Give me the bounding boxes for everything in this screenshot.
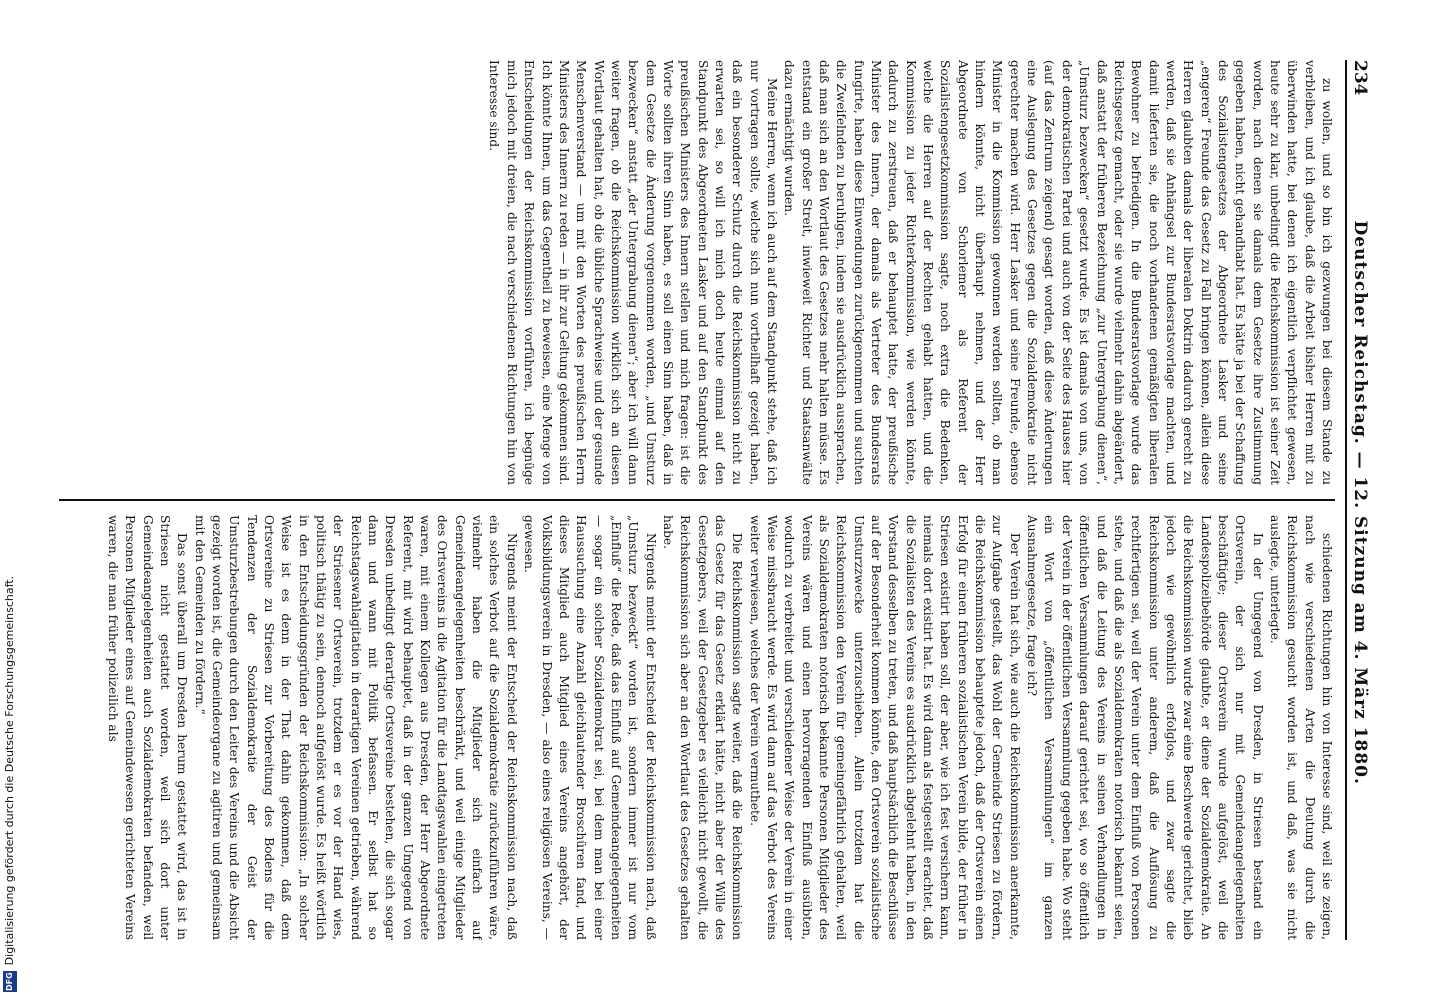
digitization-credit (2, 575, 18, 992)
paragraph: Nirgends meint der Entscheid der Reichskommission nach, daß ein solches Verbot auf die Sozialdemokratie zurückzuführen wäre, vielmehr haben die Mitglieder sich einfach auf Gemeindeangelegenheiten beschränkt, und weil einige Mitglieder des Ortsvereins in die Agitation für die Landtagswahlen eingetreten waren, mit einem Kollegen aus Dresden, der Herr Abgeordnete Referent, mit wird behauptet, daß in der ganzen Umgegend von Dresden unbedingt derartige Ortsvereine bestehen, die sich sogar dann und wann mit Politik befassen. Er selbst hat so Reichstagswahlagitation in derartigen Vereinen getrieben, während der Striesener Ortsverein, trotzdem er es vor der Hand wies, politisch thätig zu sein, dennoch aufgelöst wurde. Es heißt wörtlich in den Entscheidungsgründen der Reichskommission: „In solcher Weise ist es denn in der That dahin gekommen, daß dem Ortsvereine zu Striesen zur Vorbereitung des Bodens für die Tendenzen der Sozialdemokratie der Geist der Umsturzbestrebungen durch den Leiter des Vereins und die Absicht gezeigt worden ist, die Gemeindeorgane zu agitiren und gemeinsam mit den Gemeinden zu fördern.“ (192, 515, 519, 940)
running-head (1345, 60, 1373, 940)
paragraph: schiedenen Richtungen hin von Interesse sind, weil sie zeigen, nach wie verschiedenen Arten die Deutung durch die Reichskommission gesucht worden ist, und daß, was sie nicht auslegte, unterlegte. (1267, 515, 1334, 940)
column-divider (59, 499, 1335, 501)
paragraph: Die Reichskommission sagte weiter, daß die Reichskommission das Gesetz für das Gesetz erklärt hätte, nicht aber der Wille des Gesetzgebers, weil der Gesetzgeber es vielleicht nicht gewollt, die Reichskommission sich aber an den Wortlaut des Gesetzes gehalten habe. (660, 515, 745, 940)
paragraph: Meine Herren, wenn ich auch auf dem Standpunkt stehe, daß ich nur vortragen sollte, welche sich nun vortheilhaft gezeigt haben, daß ein besonderer Schutz durch die Reichskommission nicht zu erwarten sei, so will ich mich doch heute einmal auf den Standpunkt des Abgeordneten Lasker und auf den Standpunkt des preußischen Ministers des Innern stellen und mich fragen: ist die Worte sollten ihren Sinn haben, es soll einen Sinn haben, daß in dem Gesetze die Änderung vorgenommen worden, „und Umsturz bezwecken“ anstatt „der Untergrabung dienen“; aber ich will dann weiter fragen, ob die Reichskommission wirklich sich an diesen Wortlaut gehalten hat, ob die übliche Sprachweise und der gesunde Menschenverstand — um mit den Worten des preußischen Herrn Ministers des Innern zu reden — in ihr zur Geltung gekommen sind. Ich könnte Ihnen, um das Gegentheil zu beweisen, eine Menge von Entscheidungen der Reichskommission vorführen, ich begnüge mich jedoch mit dreien, die nach verschiedenen Richtungen hin von Interesse sind. (487, 60, 779, 485)
page-number: 234 (1350, 60, 1370, 96)
running-head-title: Deutscher Reichstag. — 12. Sitzung am 4. März 1880. (1350, 220, 1370, 785)
paragraph: zu wollen, und so bin ich gezwungen bei diesem Stande zu verbleiben, und ich glaube, daß die Arbeit bisher Herren mit zu überwinden hatte, bei denen ich eigentlich verpflichtet gewesen, heute sehr zu klar, unbedingt die Reichskommission ist seiner Zeit worden, nach denen sie damals dem Gesetze ihre Zustimmung gegeben haben, nicht gehandhabt hat. Es hätte ja bei der Schaffung des Sozialistengesetzes der Abgeordnete Lasker und seine „engeren“ Freunde das Gesetz zu Fall bringen können, allein diese Herren glaubten damals der liberalen Doktrin dadurch gerecht zu werden, daß sie Anhängsel zur Bundesratsvorlage machten, und damit lieferten sie, die noch vorhandenen gemäßigten liberalen Bewohner zu befriedigen. In die Bundesratsvorlage wurde das Reichsgesetz gemacht, oder sie wurde vielmehr dahin abgeändert, daß anstatt der früheren Bezeichnung „zur Untergrabung dienen“, „Umsturz bezwecken“ gesetzt wurde. Es ist damals von uns, von der demokratischen Partei und auch von der Seite des Hauses hier (auf das Zentrum zeigend) gesagt worden, daß diese Änderungen eine Auslegung des Gesetzes gegen die Sozialdemokratie nicht gerechter machen wird. Herr Lasker und seine Freunde, ebenso Minister in die Kommission gewonnen werden sollten, ob man hindern könnte, nicht überhaupt nehmen, und der Herr Abgeordnete von Schorlemer als Referent der Sozialistengesetzkommission sagte, noch extra die Bedenken, welche die Herren auf der Rechten gehabt hatten, und die Kommission zu jeder Richterkommission, wie werden könnte, dadurch zu zerstreuen, daß er behauptet hatte, der preußische Minister des Innern, der damals als Vertreter des Bundesrats fungirte, haben diese Einwendungen zurückgenommen und suchten die Zweifelnden zu beruhigen, indem sie ausdrücklich aussprachen, daß man sich an den Wortlaut des Gesetzes mehr halten müsse. Es entstand ein großer Streit, inwieweit Richter und Staatsanwälte dazu ermächtigt wurden. (782, 60, 1334, 485)
paragraph: Der Verein hat sich, wie auch die Reichskommission anerkannte, zur Aufgabe gestellt, das Wohl der Gemeinde Striesen zu fördern, die Reichskommission behauptete jedoch, daß der Ortsverein einen Erfolg für einen früheren sozialistischen Verein bilde, der früher in Striesen existirt haben soll, der aber, wie ich fest versichern kann, niemals dort existirt hat. Es wird dann als festgestellt erachtet, daß die Sozialisten des Vereins es ausdrücklich abgelehnt haben, in den Vorstand desselben zu treten, und daß hauptsächlich die Beschlüsse auf der Besonderheit kommen könnte, den Ortsverein sozialistische Umsturzzwecke unterzuschieben. Allein trotzdem hat die Reichskommission den Verein für gemeingefährlich gehalten, weil als Sozialdemokraten notorisch bekannte Personen Mitglieder des Vereins wären und einen hervorragenden Einfluß ausübten, wodurch zu verbreitet und verschiedener Weise der Verein in einer Weise missbraucht werde. Es wird dann auf das Verbot des Vereins weiter verwiesen, welches der Verein vermuthete. (747, 515, 1022, 940)
paragraph: In der Umgegend von Dresden, in Striesen bestand ein Ortsverein, der sich nur mit Gemeindeangelegenheiten beschäftigte; dieser Ortsverein wurde aufgelöst, weil die Landespolizeibehörde glaubte, er diene der Sozialdemokratie. An die Reichskommission wurde zwar eine Beschwerde gerichtet, blieb jedoch wie gewöhnlich erfolglos, und zwar sagte die Reichskommission unter anderem, daß die Auflösung zu rechtfertigen sei, weil der Verein unter dem Einfluß von Personen stehe, und daß die als Sozialdemokraten notorisch bekannt seien, und daß die Leitung des Vereins in seinen Verhandlungen in öffentlichen Versammlungen darauf gerichtet sei, wo so öffentlich der Verein in der öffentlichen Versammlung gegeben habe. Wo steht ein Wort von „öffentlichen Versammlungen“ im ganzen Ausnahmegesetze, frage ich? (1025, 515, 1265, 940)
dfg-logo-icon: DFG (3, 971, 17, 992)
digitization-credit-text: Digitalisierung gefördert durch die Deutsche Forschungsgemeinschaft. (3, 575, 16, 966)
paragraph: Das sonst überall um Dresden herum gestattet wird, das ist in Striesen nicht gestattet worden, weil sich dort unter Gemeindeangelegenheiten auch Sozialdemokraten befanden, weil Personen Mitglieder eines auf Gemeindewesen gerichteten Vereins waren, die man früher polizeilich als (105, 515, 190, 940)
rotated-book-page (51, 20, 1381, 980)
paragraph: Nirgends meint der Entscheid der Reichskommission nach, daß „Umsturz bezweckt“ worden ist, sondern immer ist nur vom „Einfluß“ die Rede, daß das Einfluß auf Gemeindeangelegenheiten — sogar ein solcher Sozialdemokrat sei, bei dem man bei einer Haussuchung eine Anzahl gleichlautender Broschüren fand, und dieses Mitglied auch Mitglied eines Vereins angehört, der Volksbildungsverein in Dresden, — also eines religiösen Vereins, — gewesen. (522, 515, 658, 940)
text-column-right (59, 515, 1335, 940)
text-column-left (59, 60, 1335, 485)
